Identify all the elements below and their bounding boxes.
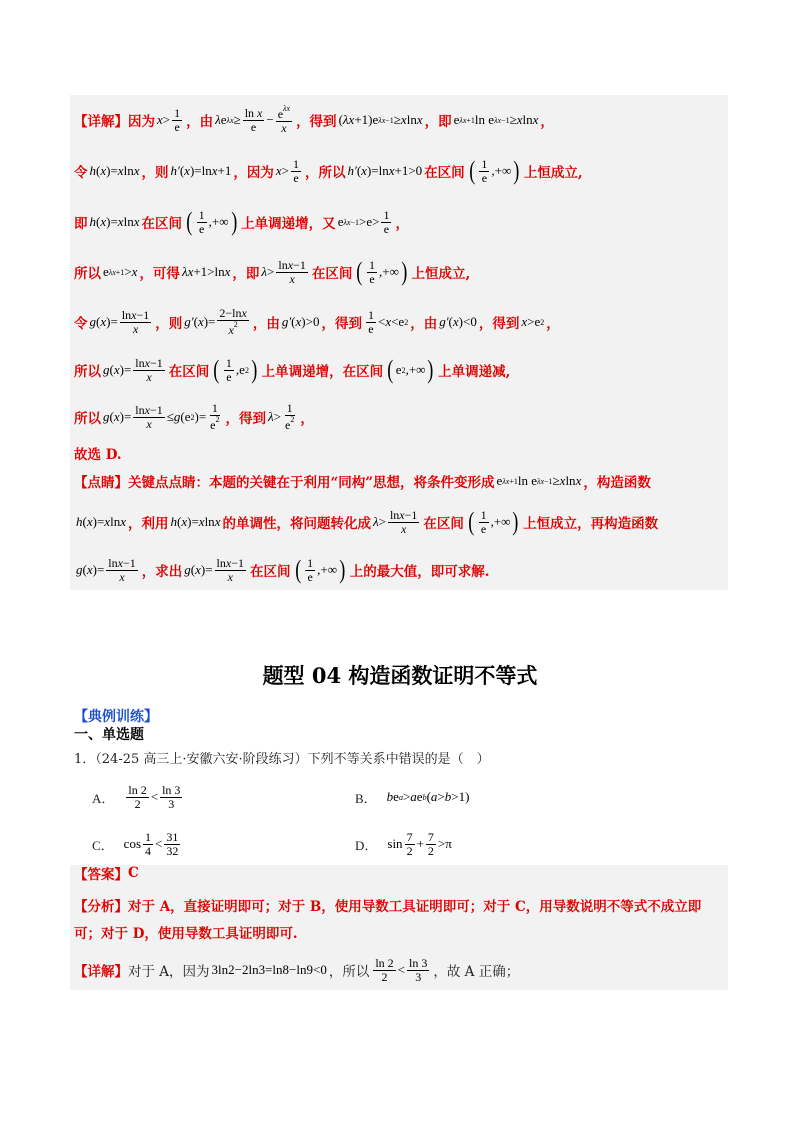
part-title: 一、单选题 <box>74 727 144 743</box>
keypoint-line-3: g ( x )= $\frac{\ln x-1}{x}$ ，求出 g ( x )= $\frac{\ln x-1}{x}$ 在区间 ( $\frac{1}{e}$ ,+∞ ) 上的最大值，即可求解. <box>76 555 490 584</box>
detail2-line: 【详解】 对于 A，因为 3ln2−2ln3=ln8−ln9<0 ，所以 $\frac{\ln 2}{2}$ < $\frac{\ln 3}{3}$ ，故 A 正确； <box>74 955 520 984</box>
detail-line-5: 令 g ( x )= $\frac{\ln x-1}{x}$ ，则 g′ ( x )= $\frac{2-\ln x}{x^2}$ ，由 g′ ( x )>0 ，得到 $\frac{1}{e}$ < x <e 2 ，由 g′ ( x )<0 ，得到 x >e 2 ， <box>74 306 560 337</box>
detail-line-4: 所以 e λx+1 > x ，可得 λx +1>ln x ，即 λ > $\frac{\ln x-1}{x}$ 在区间 ( $\frac{1}{e}$ ,+∞ ) 上恒成立, <box>74 257 471 286</box>
detail-line-7: 所以 g ( x )= $\frac{\ln x-1}{x}$ ≤ g (e 2 )= $\frac{1}{e^2}$ ，得到 λ > $\frac{1}{e^2}$ ， <box>74 401 314 432</box>
detail-tag: 【详解】 <box>74 114 128 130</box>
detail-line-3: 即 h ( x )= x ln x 在区间 ( $\frac{1}{e}$ ,+∞ ) 上单调递增，又 e λx−1 >e> $\frac{1}{e}$ ， <box>74 207 409 236</box>
example-training-tag: 【典例训练】 <box>74 709 158 725</box>
option-b: B． b e a > a e b ( a > b >1) <box>355 789 470 806</box>
option-c: C． cos $\frac{1}{4}$ < $\frac{31}{32}$ <box>92 829 179 858</box>
detail-line-8: 故选 D. <box>74 447 122 463</box>
analysis-line-1: 【分析】 对于 A，直接证明即可；对于 B，使用导数工具证明即可；对于 C，用导数说明不等式不成立即 <box>74 889 701 921</box>
detail-line-1: 【详解】 因为 x > $\frac{1}{e}$ ，由 λ e λx ≥ $\frac{\text{ln x}}{e}$ − $\frac{e^{\lambda x}}{x}$ ，得到 ( λx +1)e λx−1 ≥ x ln x ，即 e λx+1 ln e λx−1 ≥ x ln x ， <box>74 104 554 135</box>
analysis-line-2: 可；对于 D，使用导数工具证明即可. <box>74 926 298 942</box>
answer-value: C <box>128 865 139 881</box>
detail-line-2: 令 h ( x )= x ln x ，则 h′ ( x )=ln x +1 ，因为 x > $\frac{1}{e}$ ，所以 h′ ( x )=ln x +1>0 在区间 ( $\frac{1}{e}$ ,+∞ ) 上恒成立, <box>74 156 583 185</box>
option-a: A． $\frac{\ln 2}{2}$ < $\frac{\ln 3}{3}$ <box>92 782 181 811</box>
detail2-tag: 【详解】 <box>74 964 128 980</box>
keypoint-line-2: h ( x )= x ln x ，利用 h ( x )= x ln x 的单调性，将问题转化成 λ > $\frac{\ln x-1}{x}$ 在区间 ( $\frac{1}{e}$ ,+∞ ) 上恒成立，再构造函数 <box>76 507 659 536</box>
keypoint-tag: 【点睛】 <box>74 475 128 491</box>
option-d: D． sin $\frac{7}{2}$ + $\frac{7}{2}$ >π <box>355 829 452 858</box>
answer-tag: 【答案】 <box>74 867 128 883</box>
detail-line-6: 所以 g ( x )= $\frac{\ln x-1}{x}$ 在区间 ( $\frac{1}{e}$ ,e 2 ) 上单调递增，在区间 ( e 2 ,+∞ ) 上单调递减, <box>74 355 511 384</box>
answer-line <box>74 857 139 889</box>
section-title: 题型 04 构造函数证明不等式 <box>262 663 538 688</box>
keypoint-line-1: 【点睛】 关键点点睛：本题的关键在于利用“同构”思想，将条件变形成 e λx+1 ln e λx−1 ≥ x ln x ，构造函数 <box>74 473 651 491</box>
question-1: 1．（24-25 高三上·安徽六安·阶段练习）下列不等关系中错误的是（ ） <box>74 752 490 767</box>
analysis-tag: 【分析】 <box>74 899 128 915</box>
